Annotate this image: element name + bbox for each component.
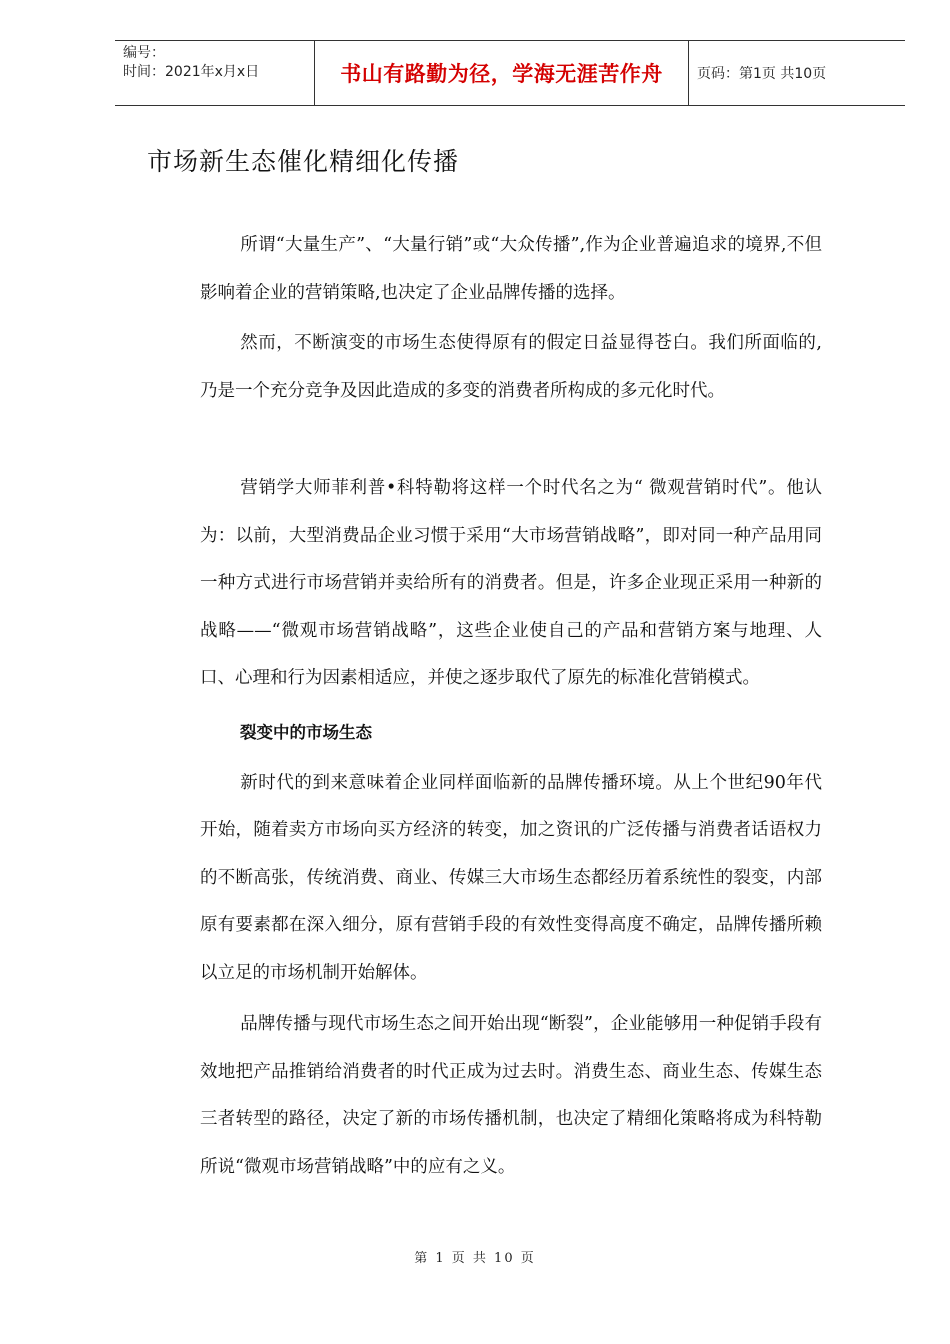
paragraph: 品牌传播与现代市场生态之间开始出现“断裂”，企业能够用一种促销手段有效地把产品推销给消费者的时代正成为过去时。消费生态、商业生态、传媒生态三者转型的路径，决定了新的市场传播机制，也决定了精细化策略将成为科特勒所说“微观市场营销战略”中的应有之义。 [200,1014,822,1177]
paragraph: 营销学大师菲利普•科特勒将这样一个时代名之为“ 微观营销时代”。他认为：以前，大型消费品企业习惯于采用“大市场营销战略”，即对同一种产品用同一种方式进行市场营销并卖给所有的消费者。但是，许多企业现正采用一种新的战略——“微观市场营销战略”，这些企业使自己的产品和营销方案与地理、人口、心理和行为因素相适应，并使之逐步取代了原先的标准化营销模式。 [200,478,822,688]
header-meta-cell [115,41,315,105]
page-number: 第 1 页 共 10 页 [414,1251,536,1266]
header-motto: 书山有路勤为径，学海无涯苦作舟 [315,41,689,105]
document-number-label: 编号： [123,45,165,61]
document-header [115,40,905,106]
section-heading: 裂变中的市场生态 [240,722,372,742]
document-body [200,222,822,1191]
paragraph: 新时代的到来意味着企业同样面临新的品牌传播环境。从上个世纪90年代开始，随着卖方市场向买方经济的转变，加之资讯的广泛传播与消费者话语权力的不断高张，传统消费、商业、传媒三大市场生态都经历着系统性的裂变，内部原有要素都在深入细分，原有营销手段的有效性变得高度不确定，品牌传播所赖以立足的市场机制开始解体。 [200,772,822,983]
page-footer [0,1247,950,1266]
header-page-info: 页码：第1页 共10页 [697,66,827,82]
paragraph: 所谓“大量生产”、“大量行销”或“大众传播”,作为企业普遍追求的境界,不但影响着企业的营销策略,也决定了企业品牌传播的选择。 [200,235,822,303]
document-title: 市场新生态催化精细化传播 [147,147,460,176]
paragraph: 然而，不断演变的市场生态使得原有的假定日益显得苍白。我们所面临的,乃是一个充分竞争及因此造成的多变的消费者所构成的多元化时代。 [200,333,822,401]
document-date: 时间：2021年x月x日 [123,64,260,80]
